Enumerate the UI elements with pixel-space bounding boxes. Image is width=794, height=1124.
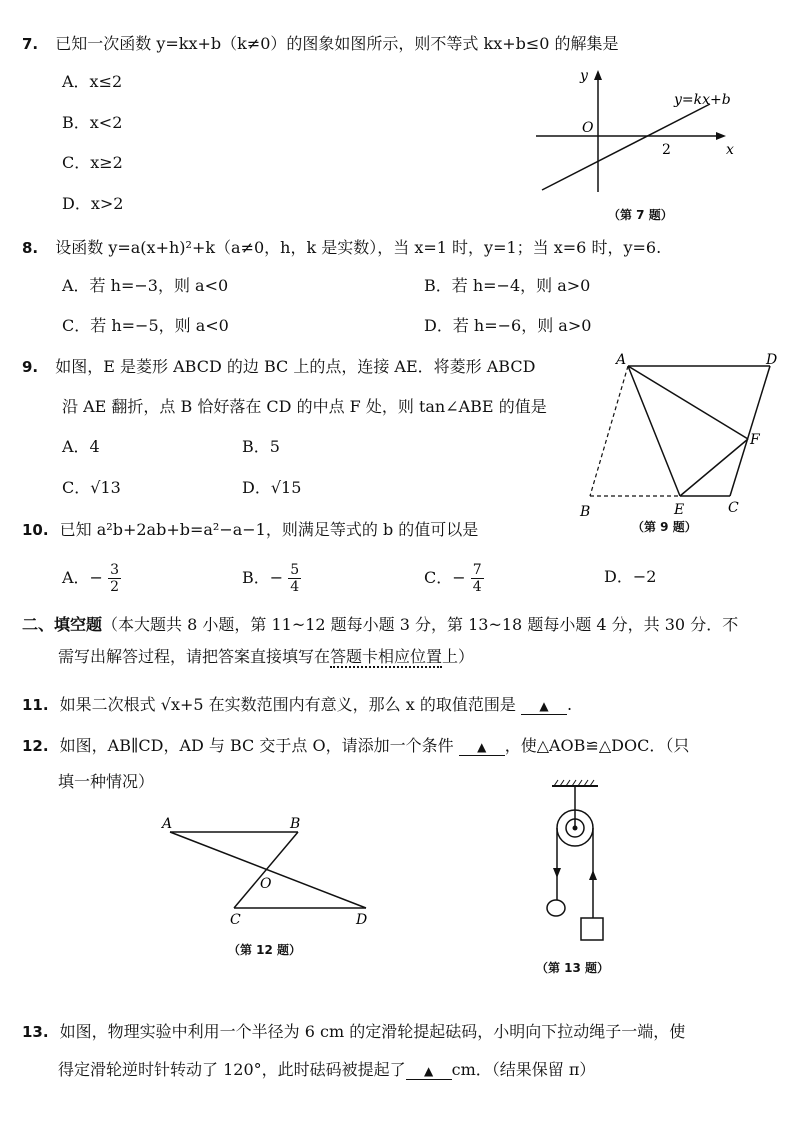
section2-title: 二、填空题 (22, 615, 103, 634)
q13-answer-blank[interactable]: ▲ (406, 1063, 452, 1080)
q7-line (542, 104, 710, 190)
q9-option-d[interactable]: D．√15 (242, 478, 302, 497)
q10-option-b-denom: 4 (290, 579, 300, 595)
section2-line1: （本大题共 8 小题，第 11~12 题每小题 3 分，第 13~18 题每小题 4 分，共 30 分．不 (102, 615, 739, 634)
q7-stem: 已知一次函数 y=kx+b（k≠0）的图象如图所示，则不等式 kx+b≤0 的解集是 (55, 34, 619, 53)
q9-question (22, 357, 535, 377)
q13-line1: 如图，物理实验中利用一个半径为 6 cm 的定滑轮提起砝码，小明向下拉动绳子一端，使 (59, 1022, 686, 1041)
q12-label-o: O (260, 876, 272, 892)
q12-answer-blank[interactable]: ▲ (459, 739, 505, 756)
q7-caption: （第 7 题） (608, 208, 673, 222)
q13-weight (581, 918, 603, 940)
q11-text-a: 如果二次根式 √x+5 在实数范围内有意义，那么 x 的取值范围是 (59, 695, 516, 714)
q10-option-a-fraction (108, 562, 121, 595)
q8-number: 8. (22, 239, 39, 257)
q7-label-y: y (580, 68, 588, 84)
q10-option-d-prefix: D．−2 (604, 567, 657, 586)
q9-stem-line1: 如图，E 是菱形 ABCD 的边 BC 上的点，连接 AE．将菱形 ABCD (55, 357, 536, 376)
q8-option-a[interactable]: A．若 h=−3，则 a<0 (62, 276, 229, 295)
q12-label-b: B (290, 816, 301, 832)
q12-label-a: A (162, 816, 173, 832)
section2-line2-emphasis: 答题卡相应位置 (330, 647, 443, 666)
q7-label-o: O (582, 120, 594, 136)
q13-line2 (58, 1060, 595, 1080)
q9-option-c[interactable]: C．√13 (62, 478, 121, 497)
q9-label-a: A (616, 352, 627, 368)
q13-figure (536, 778, 616, 958)
q9-label-c: C (728, 500, 739, 516)
q10-option-c-fraction (471, 562, 484, 595)
section2-line2-a: 需写出解答过程，请把答案直接填写在 (58, 647, 331, 666)
q7-label-x: x (726, 142, 734, 158)
q9-option-b[interactable]: B．5 (242, 437, 280, 456)
section2-line2-c: 上） (442, 647, 475, 666)
q9-option-a[interactable]: A．4 (62, 437, 100, 456)
q12-caption: （第 12 题） (228, 943, 302, 957)
q7-option-b[interactable]: B．x<2 (62, 113, 123, 132)
q8-stem: 设函数 y=a(x+h)²+k（a≠0，h，k 是实数），当 x=1 时，y=1；当 x=6 时，y=6. (55, 238, 662, 257)
q10-option-a-prefix: A．− (62, 568, 103, 587)
q9-figure (570, 346, 790, 522)
q7-question (22, 34, 619, 54)
q10-option-c-denom: 4 (472, 579, 482, 595)
q8-option-d[interactable]: D．若 h=−6，则 a>0 (424, 316, 592, 335)
q12-question (22, 736, 689, 756)
q10-option-b-fraction (288, 562, 301, 595)
q10-option-b-prefix: B．− (242, 568, 284, 587)
q7-option-c[interactable]: C．x≥2 (62, 153, 123, 172)
q11-number: 11. (22, 696, 49, 714)
q10-option-d[interactable] (604, 567, 656, 587)
q8-option-b[interactable]: B．若 h=−4，则 a>0 (424, 276, 591, 295)
q10-stem: 已知 a²b+2ab+b=a²−a−1，则满足等式的 b 的值可以是 (59, 520, 479, 539)
q12-number: 12. (22, 737, 49, 755)
q10-option-a-denom: 2 (110, 579, 119, 595)
q10-question (22, 520, 478, 540)
q10-option-c[interactable] (424, 562, 484, 595)
q12-text-b: ，使△AOB≌△DOC．（只 (504, 736, 690, 755)
q7-option-d[interactable]: D．x>2 (62, 194, 124, 213)
q7-figure (520, 60, 780, 210)
q7-number: 7. (22, 35, 39, 53)
q9-label-d: D (766, 352, 778, 368)
q13-hand (547, 900, 565, 916)
q10-option-a-numer: 3 (110, 562, 119, 578)
q7-label-2: 2 (662, 142, 671, 158)
q12-label-c: C (230, 912, 241, 928)
q9-label-f: F (750, 432, 760, 448)
q9-number: 9. (22, 358, 39, 376)
q10-option-a[interactable] (62, 562, 121, 595)
section2-header (22, 615, 738, 635)
q12-label-d: D (356, 912, 368, 928)
section2-line2 (58, 647, 474, 667)
q8-option-c[interactable]: C．若 h=−5，则 a<0 (62, 316, 229, 335)
q10-option-c-numer: 7 (472, 562, 482, 578)
q9-label-e: E (674, 502, 685, 518)
q7-option-a[interactable]: A．x≤2 (62, 72, 123, 91)
q10-option-b[interactable] (242, 562, 301, 595)
q13-line2-b: cm．（结果保留 π） (451, 1060, 596, 1079)
q9-stem-line2: 沿 AE 翻折，点 B 恰好落在 CD 的中点 F 处，则 tan∠ABE 的值是 (62, 397, 547, 416)
q9-caption: （第 9 题） (632, 520, 697, 534)
q11-text-b: . (566, 695, 573, 714)
q13-caption: （第 13 题） (536, 961, 610, 975)
q11-answer-blank[interactable]: ▲ (521, 698, 567, 715)
q13-number: 13. (22, 1023, 49, 1041)
q9-label-b: B (580, 504, 591, 520)
q7-label-line: y=kx+b (674, 92, 731, 108)
q8-question (22, 238, 661, 258)
q10-option-c-prefix: C．− (424, 568, 466, 587)
q13-line2-a: 得定滑轮逆时针转动了 120°，此时砝码被提起了 (58, 1060, 406, 1079)
q12-line2: 填一种情况） (58, 772, 155, 791)
q10-number: 10. (22, 521, 49, 539)
q11-question (22, 695, 572, 715)
q13-question (22, 1022, 685, 1042)
q12-figure (150, 812, 390, 932)
q12-text-a: 如图，AB∥CD，AD 与 BC 交于点 O，请添加一个条件 (59, 736, 454, 755)
q10-option-b-numer: 5 (290, 562, 300, 578)
